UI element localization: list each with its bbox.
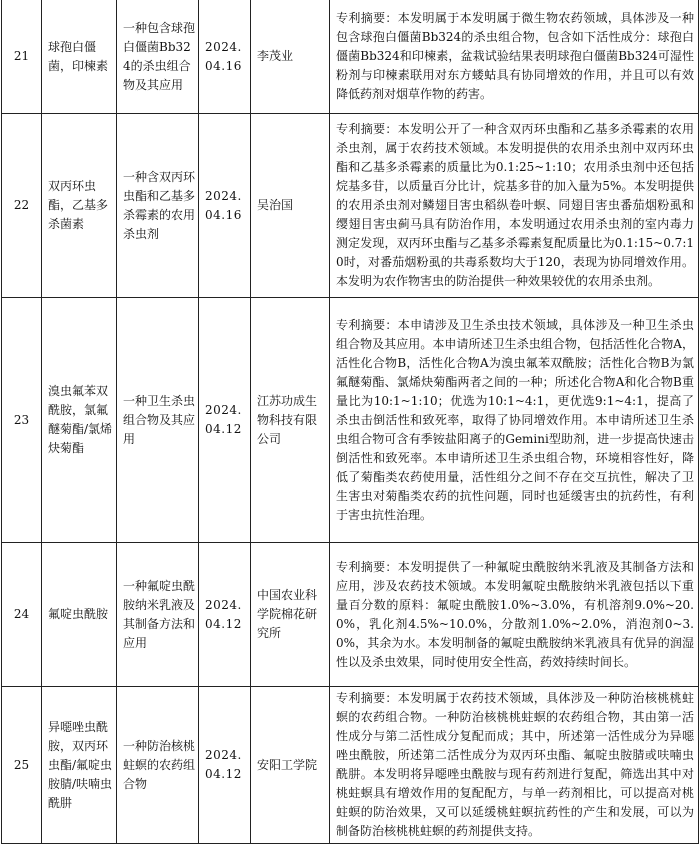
patent-title: 一种防治核桃蛀螟的农药组合物 bbox=[117, 687, 199, 844]
patent-abstract: 专利摘要：本发明公开了一种含双丙环虫酯和乙基多杀霉素的农用杀虫剂，属于农药技术领域。本发明提供的农用杀虫剂中双丙环虫酯和乙基多杀霉素的质量比为0.1:25~1:10；农用杀虫剂中还包括烷基多苷，以质量百分比计，烷基多苷的加入量为5%。本发明提供的农用杀虫剂对鳞翅目害虫稻纵卷叶螟、同翅目害虫番茄烟粉虱和缨翅目害虫蓟马具有防治作用，本发明通过农用杀虫剂的室内毒力测定发现，双丙环虫酯与乙基多杀霉素复配质量比为0.1:15~0.7:10时，对番茄烟粉虱的共毒系数均大于120，表现为协同增效作用。本发明为农作物害虫的防治提供一种效果较优的农用杀虫剂。 bbox=[330, 114, 699, 298]
publication-date: 2024.04.16 bbox=[199, 0, 251, 114]
patent-abstract: 专利摘要：本发明属于本发明属于微生物农药领域，具体涉及一种包含球孢白僵菌Bb324的杀虫组合物，包含如下活性成分：球孢白僵菌Bb324和印楝素，盆栽试验结果表明球孢白僵菌Bb324可湿性粉剂与印楝素联用对东方蝼蛄具有协同增效的作用，并且可以有效降低药剂对烟草作物的药害。 bbox=[330, 0, 699, 114]
publication-date: 2024.04.12 bbox=[199, 543, 251, 687]
applicant: 安阳工学院 bbox=[251, 687, 330, 844]
row-number: 23 bbox=[2, 298, 42, 543]
row-number: 22 bbox=[2, 114, 42, 298]
patent-title: 一种卫生杀虫组合物及其应用 bbox=[117, 298, 199, 543]
patent-abstract: 专利摘要：本申请涉及卫生杀虫技术领域，具体涉及一种卫生杀虫组合物及其应用。本申请所述卫生杀虫组合物，包括活性化合物A，活性化合物B，活性化合物A为溴虫氟苯双酰胺；活性化合物B为氯氟醚菊酯、氯烯炔菊酯两者之间的一种；所述化合物A和化合物B重量比为10:1~1:10；优选为10:1~4:1，更优选9:1~4:1，提高了杀虫击倒活性和致死率，取得了协同增效作用。本申请所述卫生杀虫组合物可含有季铵盐阳离子的Gemini型助剂，进一步提高快速击倒活性和致死率。本申请所述卫生杀虫组合物，环境相容性好，降低了菊酯类农药使用量，活性组分之间不存在交互抗性，解决了卫生害虫对菊酯类农药的抗性问题，同时也延缓害虫的抗药性，有利于害虫抗性治理。 bbox=[330, 298, 699, 543]
publication-date: 2024.04.16 bbox=[199, 114, 251, 298]
row-number: 21 bbox=[2, 0, 42, 114]
patent-title: 一种氟啶虫酰胺纳米乳液及其制备方法和应用 bbox=[117, 543, 199, 687]
patent-title: 一种包含球孢白僵菌Bb324的杀虫组合物及其应用 bbox=[117, 0, 199, 114]
patent-title: 一种含双丙环虫酯和乙基多杀霉素的农用杀虫剂 bbox=[117, 114, 199, 298]
table-row bbox=[2, 0, 699, 114]
table-row bbox=[2, 687, 699, 844]
patent-table bbox=[1, 0, 699, 844]
row-number: 25 bbox=[2, 687, 42, 844]
patent-abstract: 专利摘要：本发明提供了一种氟啶虫酰胺纳米乳液及其制备方法和应用，涉及农药技术领域。本发明氟啶虫酰胺纳米乳液包括以下重量百分数的原料：氟啶虫酰胺1.0%~3.0%，有机溶剂9.0%~20.0%，乳化剂4.5%~10.0%，分散剂1.0%~2.0%，消泡剂0~3.0%，其余为水。本发明制备的氟啶虫酰胺纳米乳液具有优异的润湿性以及杀虫效果，同时使用安全性高，药效持续时间长。 bbox=[330, 543, 699, 687]
pesticide-name: 球孢白僵菌，印楝素 bbox=[42, 0, 117, 114]
table-row bbox=[2, 298, 699, 543]
pesticide-name: 氟啶虫酰胺 bbox=[42, 543, 117, 687]
applicant: 李茂业 bbox=[251, 0, 330, 114]
patent-abstract: 专利摘要：本发明属于农药技术领域，具体涉及一种防治核桃桃蛀螟的农药组合物。一种防治核桃桃蛀螟的农药组合物，其由第一活性成分与第二活性成分复配而成；其中，所述第一活性成分为异噁唑虫酰胺，所述第二活性成分为双丙环虫酯、氟啶虫胺腈或呋喃虫酰肼。本发明将异噁唑虫酰胺与现有药剂进行复配，筛选出其中对桃蛀螟具有增效作用的复配配方，与单一药剂相比，可以提高对桃蛀螟的防治效果，又可以延缓桃蛀螟抗药性的产生和发展，可以为制备防治核桃桃蛀螟的药剂提供支持。 bbox=[330, 687, 699, 844]
applicant: 中国农业科学院棉花研究所 bbox=[251, 543, 330, 687]
publication-date: 2024.04.12 bbox=[199, 687, 251, 844]
applicant: 江苏功成生物科技有限公司 bbox=[251, 298, 330, 543]
pesticide-name: 溴虫氟苯双酰胺，氯氟醚菊酯/氯烯炔菊酯 bbox=[42, 298, 117, 543]
table-row bbox=[2, 114, 699, 298]
row-number: 24 bbox=[2, 543, 42, 687]
applicant: 吴治国 bbox=[251, 114, 330, 298]
table-row bbox=[2, 543, 699, 687]
publication-date: 2024.04.12 bbox=[199, 298, 251, 543]
pesticide-name: 双丙环虫酯，乙基多杀菌素 bbox=[42, 114, 117, 298]
pesticide-name: 异噁唑虫酰胺，双丙环虫酯/氟啶虫胺腈/呋喃虫酰肼 bbox=[42, 687, 117, 844]
